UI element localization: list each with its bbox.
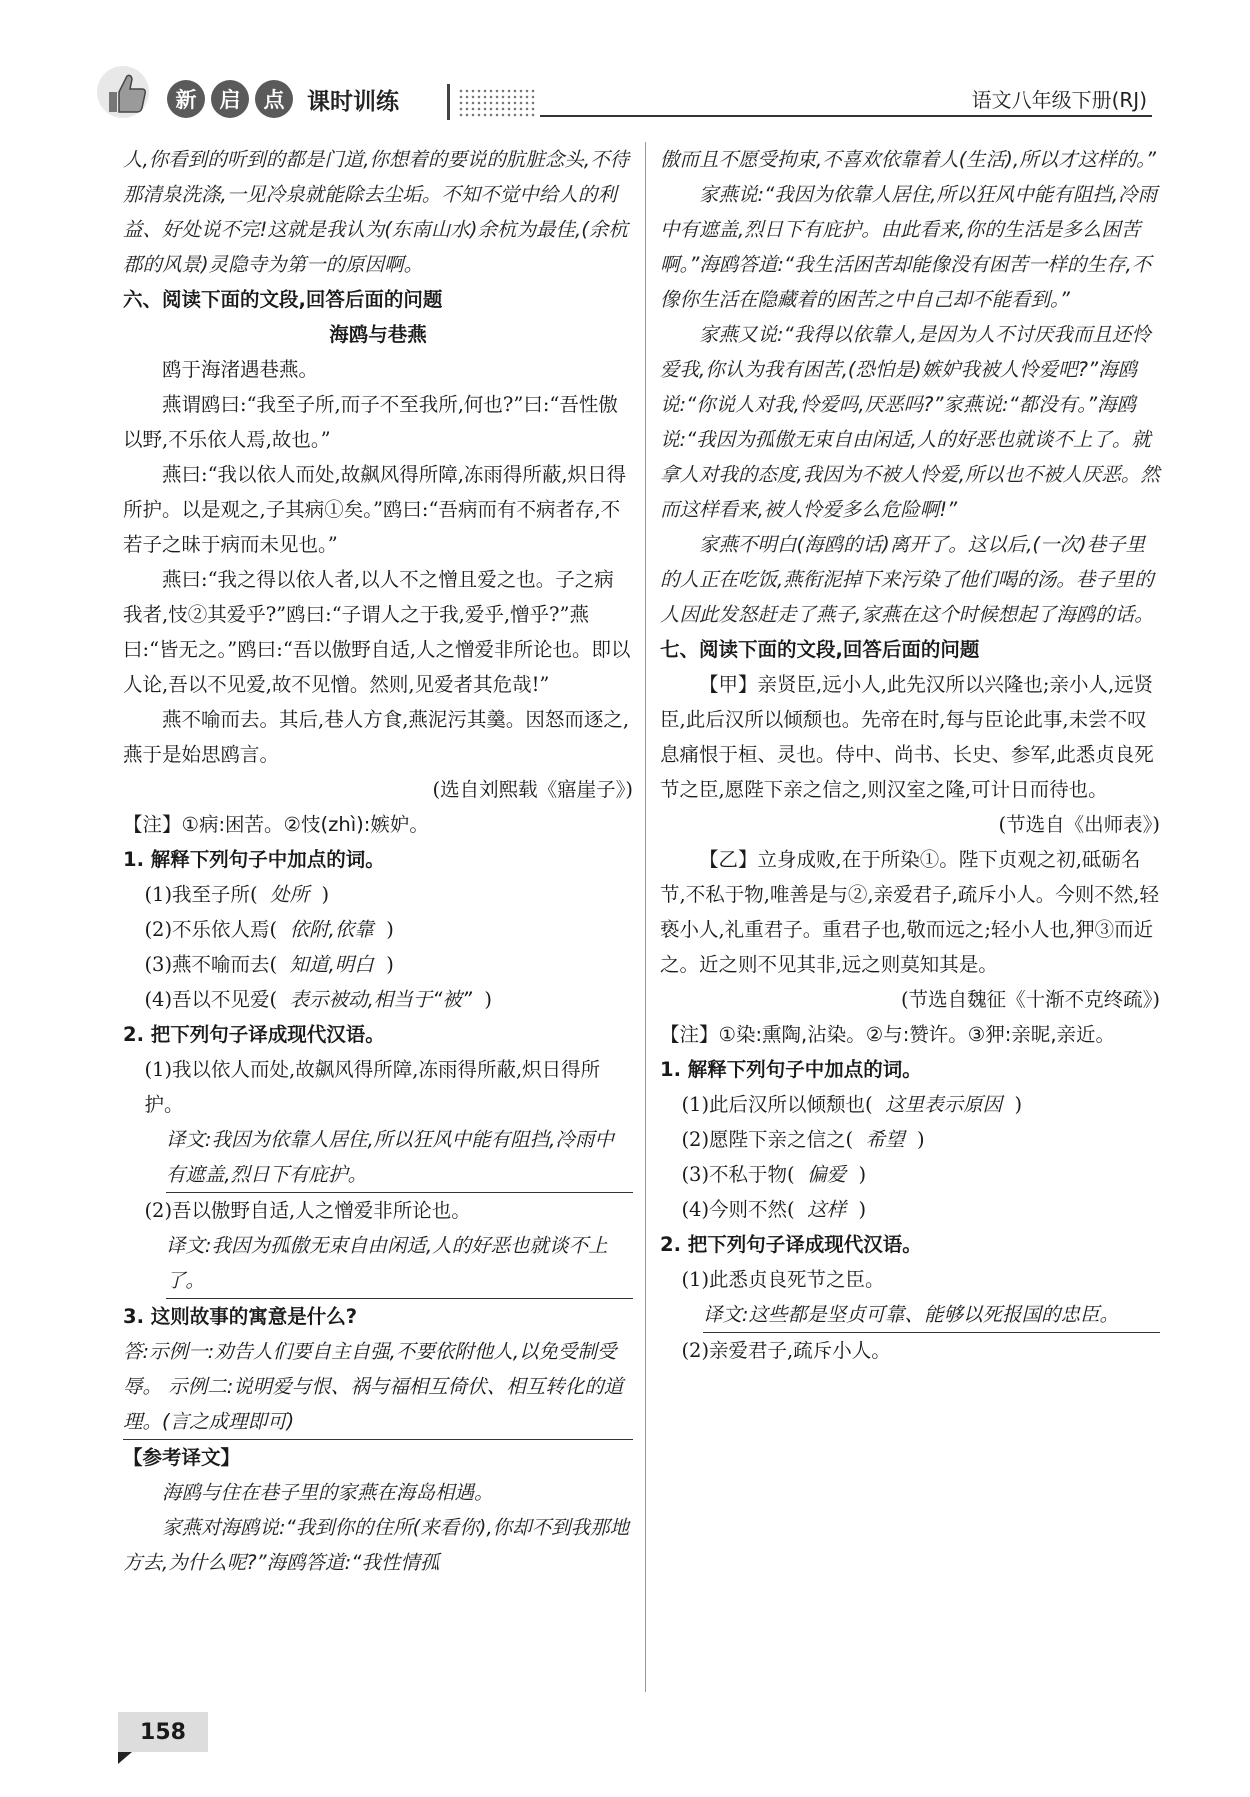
story-paragraph: 燕谓鸥曰:“我至子所,而子不至我所,何也?”曰:“吾性傲以野,不乐依人焉,故也。” [123,393,618,451]
q2-answer-box [123,1122,633,1193]
header-rule [540,115,1152,117]
question-1: 1. 解释下列句子中加点的词。 [660,1058,922,1081]
q1-item: (1)我至子所( 处所 ) [144,883,330,906]
passage-jia-source: (节选自《出师表》) [998,813,1160,836]
passage-jia: 【甲】亲贤臣,远小人,此先汉所以兴隆也;亲小人,远贤臣,此后汉所以倾颓也。先帝在时,每与臣论此事,未尝不叹息痛恨于桓、灵也。侍中、尚书、长史、参军,此悉贞良死节之臣,愿陛下亲之信之,则汉室之隆,可计日而待也。 [660,673,1154,801]
q1-item: (3)不私于物( 偏爱 ) [681,1163,867,1186]
q1-item: (4)吾以不见爱( 表示被动,相当于“被” ) [144,988,492,1011]
passage-yi: 【乙】立身成败,在于所染①。陛下贞观之初,砥砺名节,不私于物,唯善是与②,亲爱君子,疏斥小人。今则不然,轻亵小人,礼重君子。重君子也,敬而远之;轻小人也,狎③而近之。近之则不见其非,远之则莫知其是。 [660,848,1159,976]
q2-sentence: (1)我以依人而处,故飙风得所障,冻雨得所蔽,炽日得所护。 [144,1058,601,1116]
passage-note: 【注】①染:熏陶,沾染。②与:赞许。③狎:亲昵,亲近。 [660,1023,1116,1046]
brand-char-2: 启 [211,80,249,118]
brand-char-3: 点 [255,80,293,118]
book-title: 语文八年级下册(RJ) [971,88,1147,112]
q2-answer-box [660,1297,1160,1333]
story-source: (选自刘熙载《寤崖子》) [432,778,633,801]
q2-answer: 译文:我因为孤傲无束自由闲适,人的好恶也就谈不上了。 [166,1228,633,1299]
reference-paragraph: 家燕不明白(海鸥的话)离开了。这以后,(一次)巷子里的人正在吃饭,燕衔泥掉下来污染了他们喝的汤。巷子里的人因此发怒赶走了燕子,家燕在这个时候想起了海鸥的话。 [660,533,1154,626]
question-2: 2. 把下列句子译成现代汉语。 [123,1023,385,1046]
header-separator [447,84,450,120]
reference-paragraph: 家燕说:“我因为依靠人居住,所以狂风中能有阻挡,冷雨中有遮盖,烈日下有庇护。由此看来,你的生活是多么困苦啊。”海鸥答道:“我生活困苦却能像没有困苦一样的生存,不像你生活在隐藏着的困苦之中自己却不能看到。” [660,183,1158,311]
passage-yi-source: (节选自魏征《十渐不克终疏》) [901,988,1160,1011]
header-dots [458,88,536,118]
q2-sentence: (1)此悉贞良死节之臣。 [681,1268,885,1291]
page-number: 158 [118,1712,208,1752]
thumbs-up-icon [95,62,155,122]
q2-sentence: (2)吾以傲野自适,人之憎爱非所论也。 [144,1199,471,1222]
brand-char-1: 新 [167,80,205,118]
q1-item: (4)今则不然( 这样 ) [681,1198,867,1221]
brand-text: 课时训练 [307,88,399,115]
story-paragraph: 燕不喻而去。其后,巷人方食,燕泥污其羹。因怒而逐之,燕于是始思鸥言。 [123,708,630,766]
story-paragraph: 燕曰:“我以依人而处,故飙风得所障,冻雨得所蔽,炽日得所护。以是观之,子其病①矣。”鸥曰:“吾病而有不病者存,不若子之昧于病而未见也。” [123,463,627,556]
reference-paragraph: 海鸥与住在巷子里的家燕在海岛相遇。 [162,1481,494,1504]
page-number-corner [118,1752,132,1764]
section-6-title: 六、阅读下面的文段,回答后面的问题 [123,288,443,311]
q1-item: (2)愿陛下亲之信之( 希望 ) [681,1128,925,1151]
brand [167,80,399,118]
question-1: 1. 解释下列句子中加点的词。 [123,848,385,871]
q1-item: (2)不乐依人焉( 依附,依靠 ) [144,918,394,941]
question-3: 3. 这则故事的寓意是什么? [123,1305,358,1328]
q2-answer: 译文:我因为依靠人居住,所以狂风中能有阻挡,冷雨中有遮盖,烈日下有庇护。 [166,1122,633,1193]
reference-paragraph: 家燕又说:“我得以依靠人,是因为人不讨厌我而且还怜爱我,你认为我有困苦,(恐怕是)嫉妒我被人怜爱吧?”海鸥说:“你说人对我,怜爱吗,厌恶吗?”家燕说:“都没有。”海鸥说:“我因为孤傲无束自由闲适,人的好恶也就谈不上了。就拿人对我的态度,我因为不被人怜爱,所以也不被人厌恶。然而这样看来,被人怜爱多么危险啊!” [660,323,1160,521]
story-paragraph: 燕曰:“我之得以依人者,以人不之憎且爱之也。子之病我者,忮②其爱乎?”鸥曰:“子谓人之于我,爱乎,憎乎?”燕曰:“皆无之。”鸥曰:“吾以傲野自适,人之憎爱非所论也。即以人论,吾以不见爱,故不见憎。然则,见爱者其危哉!” [123,568,631,696]
translation-continued: 人,你看到的听到的都是门道,你想着的要说的肮脏念头,不待那清泉洗涤,一见冷泉就能除去尘垢。不知不觉中给人的利益、好处说不完!这就是我认为(东南山水)余杭为最佳,(余杭郡的风景)灵隐寺为第一的原因啊。 [123,148,630,276]
q2-sentence: (2)亲爱君子,疏斥小人。 [681,1339,891,1362]
q3-answer: 答:示例一:劝告人们要自主自强,不要依附他人,以免受制受辱。 示例二:说明爱与恨、祸与福相互倚伏、相互转化的道理。(言之成理即可) [123,1334,633,1440]
right-column [660,142,1160,1368]
story-title: 海鸥与巷燕 [329,323,427,346]
page-header [95,62,1155,132]
story-note: 【注】①病:困苦。②忮(zhì):嫉妒。 [123,813,429,836]
q1-item: (3)燕不喻而去( 知道,明白 ) [144,953,394,976]
left-column [123,142,633,1580]
reference-label: 【参考译文】 [123,1446,241,1469]
q2-answer: 译文:这些都是坚贞可靠、能够以死报国的忠臣。 [703,1297,1160,1333]
section-7-title: 七、阅读下面的文段,回答后面的问题 [660,638,980,661]
reference-paragraph: 傲而且不愿受拘束,不喜欢依靠着人(生活),所以才这样的。” [660,148,1156,171]
q1-item: (1)此后汉所以倾颓也( 这里表示原因 ) [681,1093,1023,1116]
reference-paragraph: 家燕对海鸥说:“我到你的住所(来看你),你却不到我那地方去,为什么呢?”海鸥答道:“我性情孤 [123,1516,630,1574]
column-divider [645,142,646,1692]
story-paragraph: 鸥于海渚遇巷燕。 [162,358,319,381]
question-2: 2. 把下列句子译成现代汉语。 [660,1233,922,1256]
q2-answer-box [123,1228,633,1299]
